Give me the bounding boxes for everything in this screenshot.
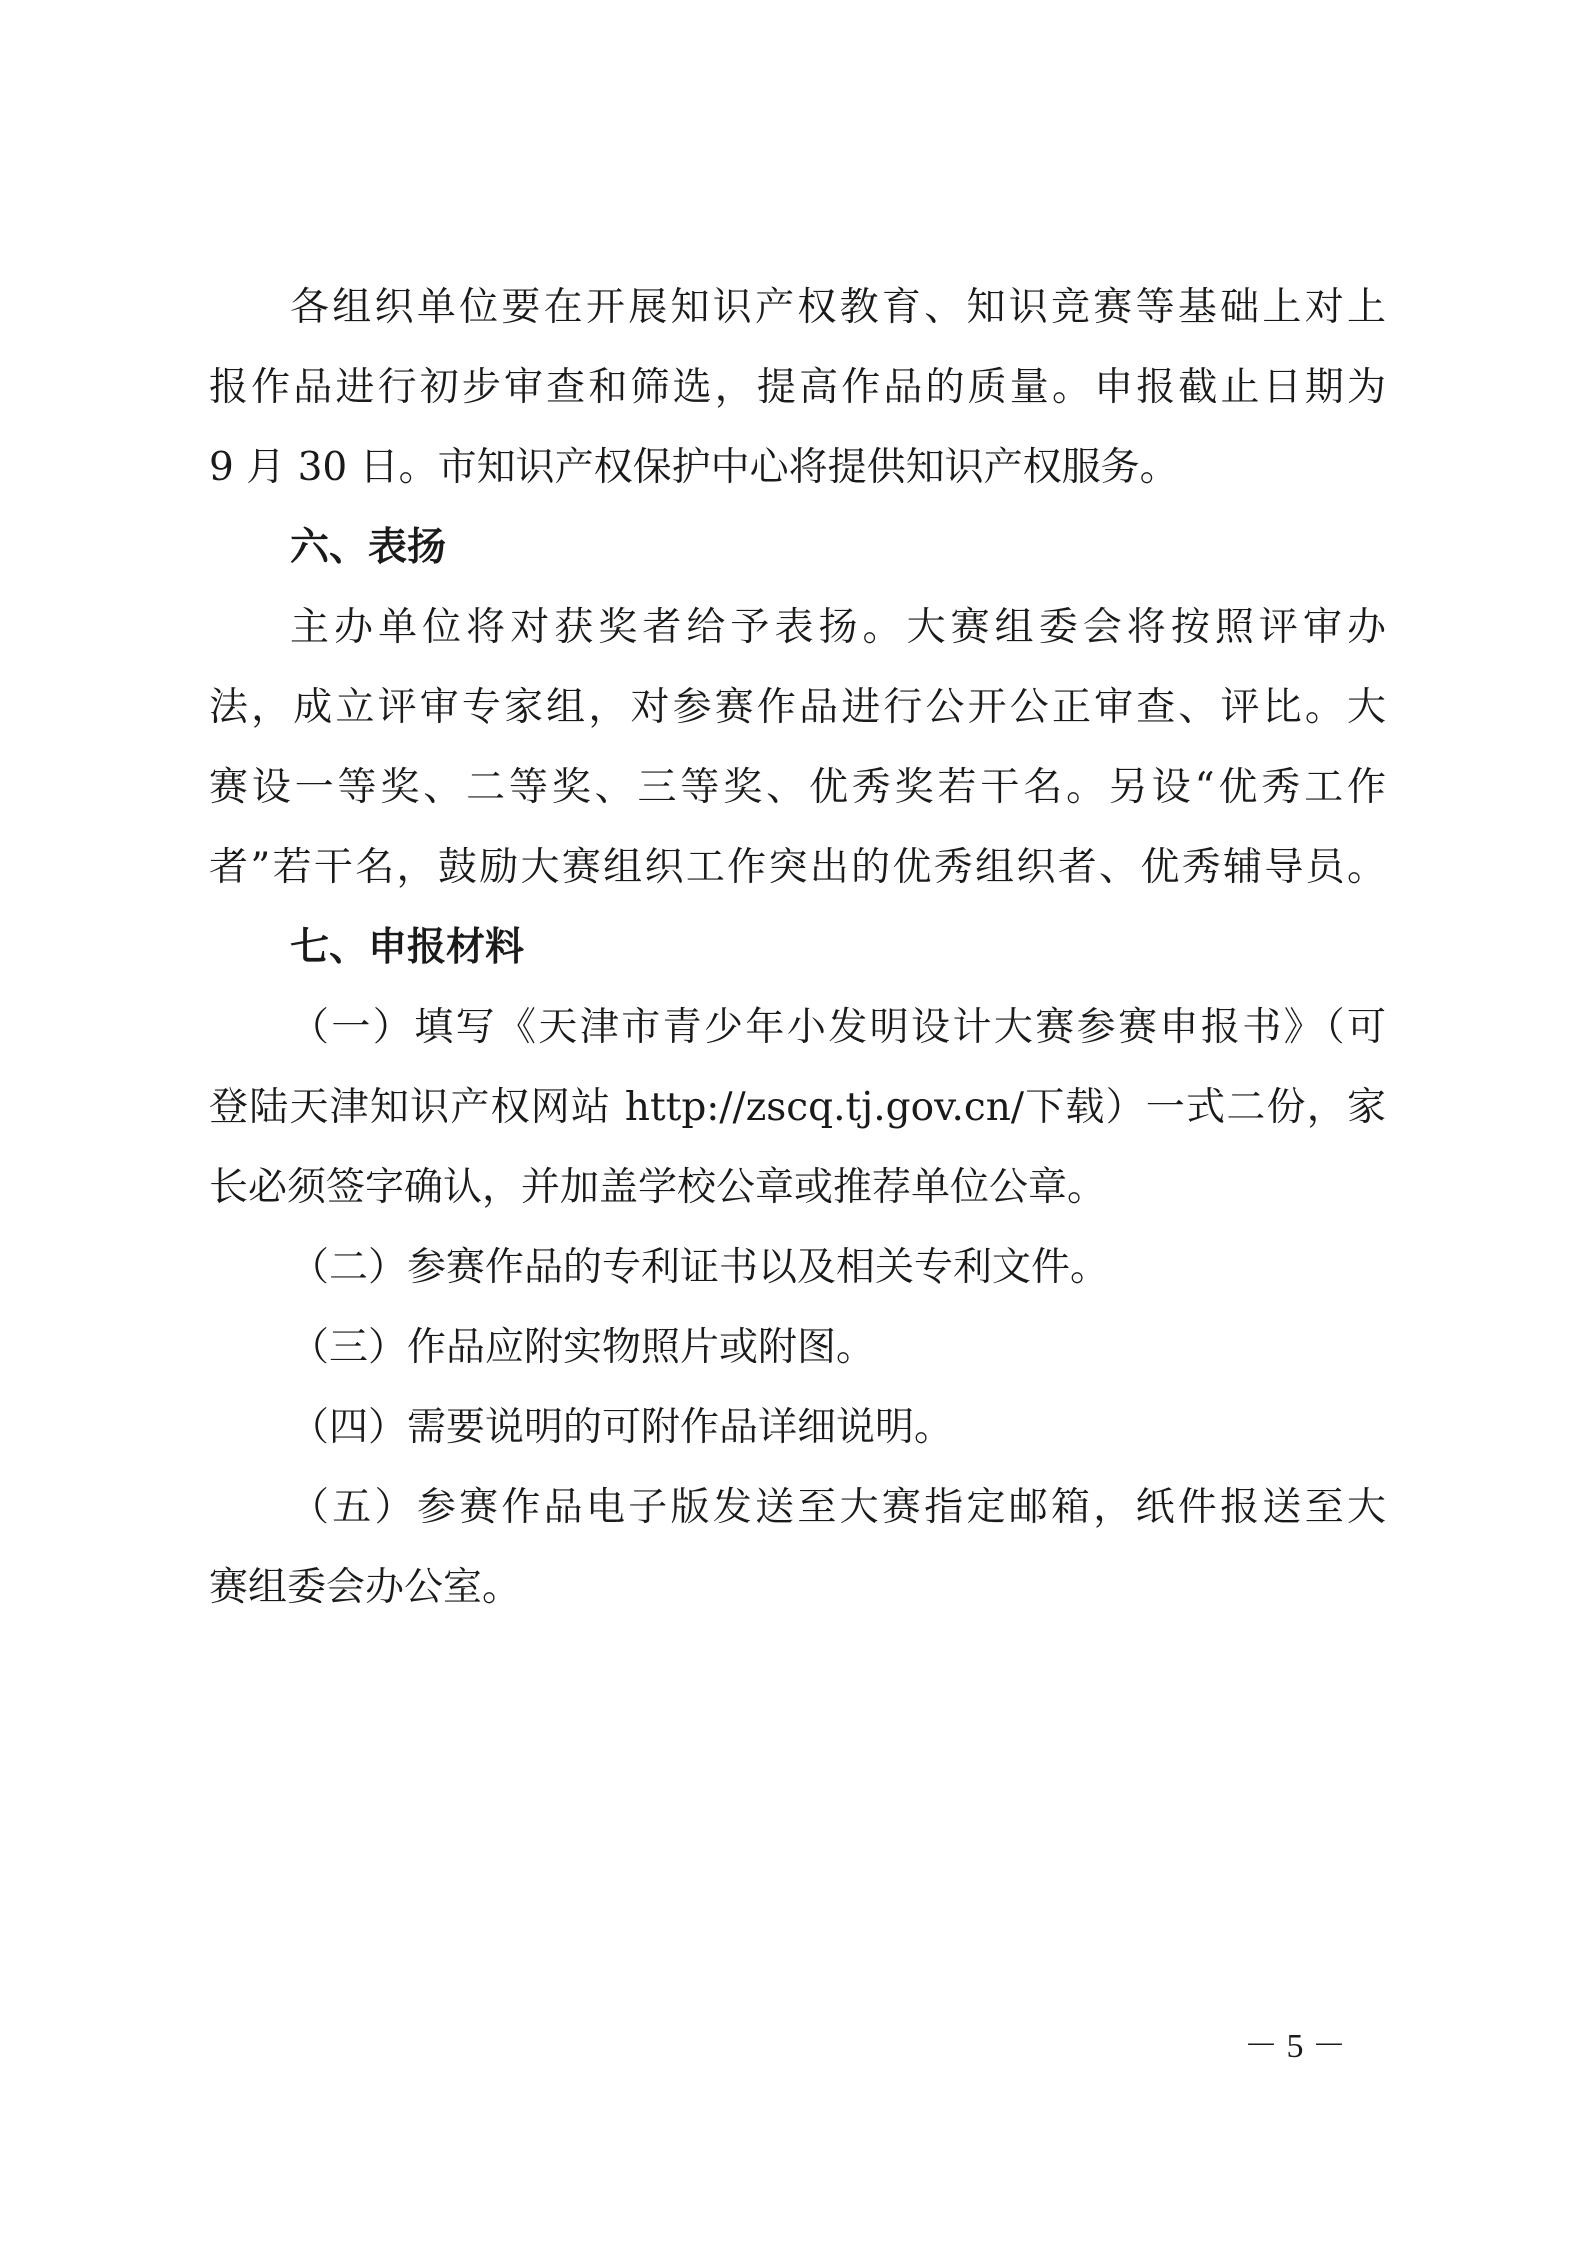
section-7-item-5-line-2: [0, 1564, 1587, 1612]
paragraph-text: 法，成立评审专家组，对参赛作品进行公开公正审查、评比。大: [209, 685, 1386, 730]
page-number: － 5 －: [1244, 2028, 1346, 2065]
section-heading: 七、申报材料: [290, 925, 525, 970]
section-heading: 六、表扬: [290, 525, 447, 570]
paragraph-text: 赛设一等奖、二等奖、三等奖、优秀奖若干名。另设“优秀工作: [209, 765, 1386, 810]
list-item-text: 长必须签字确认，并加盖学校公章或推荐单位公章。: [209, 1165, 1107, 1210]
list-item-text: （四）需要说明的可附作品详细说明。: [290, 1405, 954, 1450]
section-6-line-2: [0, 684, 1587, 732]
list-item-text: 登陆天津知识产权网站 http://zscq.tj.gov.cn/下载）一式二份，家: [209, 1085, 1386, 1130]
section-7-item-1-line-1: [0, 1004, 1587, 1052]
paragraph-text: 各组织单位要在开展知识产权教育、知识竞赛等基础上对上: [290, 285, 1386, 330]
paragraph-text: 者”若干名，鼓励大赛组织工作突出的优秀组织者、优秀辅导员。: [209, 845, 1386, 890]
section-7-item-4: [0, 1404, 1587, 1452]
section-6-line-3: [0, 764, 1587, 812]
list-item-text: （二）参赛作品的专利证书以及相关专利文件。: [290, 1245, 1110, 1290]
paragraph-text: 报作品进行初步审查和筛选，提高作品的质量。申报截止日期为: [209, 365, 1386, 410]
section-6-line-1: [0, 604, 1587, 652]
list-item-text: （三）作品应附实物照片或附图。: [290, 1325, 876, 1370]
paragraph-deadline-line-3: [0, 444, 1587, 492]
list-item-text: 赛组委会办公室。: [209, 1565, 522, 1610]
section-6-line-4: [0, 844, 1587, 892]
section-7-item-1-line-2: [0, 1084, 1587, 1132]
section-7-item-1-line-3: [0, 1164, 1587, 1212]
section-7-item-5-line-1: [0, 1484, 1587, 1532]
section-7-item-2: [0, 1244, 1587, 1292]
section-7-heading-line: [0, 924, 1587, 972]
section-6-heading-line: [0, 524, 1587, 572]
list-item-text: （一）填写《天津市青少年小发明设计大赛参赛申报书》（可: [290, 1005, 1386, 1050]
list-item-text: （五）参赛作品电子版发送至大赛指定邮箱，纸件报送至大: [290, 1485, 1386, 1530]
paragraph-text: 9 月 30 日。市知识产权保护中心将提供知识产权服务。: [209, 445, 1179, 490]
section-7-item-3: [0, 1324, 1587, 1372]
paragraph-deadline-line-2: [0, 364, 1587, 412]
paragraph-text: 主办单位将对获奖者给予表扬。大赛组委会将按照评审办: [290, 605, 1386, 650]
paragraph-deadline-line-1: [0, 284, 1587, 332]
